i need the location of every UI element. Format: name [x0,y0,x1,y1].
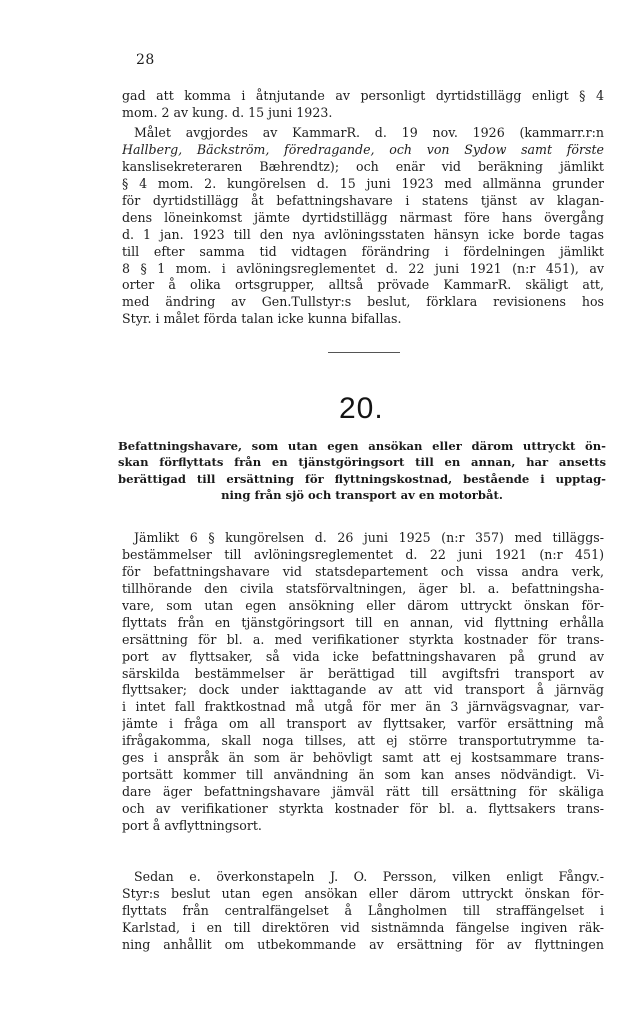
section-heading [118,438,606,504]
text-line: med ändring av Gen.Tullstyr:s beslut, förklara revisionens hos [122,294,604,310]
paragraph-3 [122,530,604,835]
heading-line: Befattningshavare, som utan egen ansökan eller därom uttryckt ön- [118,439,606,453]
page-number: 28 [136,52,155,68]
text-line: dare äger befattningshavare jämväl rätt till ersättning för skäliga [122,784,604,800]
text-line: gad att komma i åtnjutande av personligt dyrtidstillägg enligt § 4 [122,88,604,103]
text-line: mom. 2 av kung. d. 15 juni 1923. [122,104,333,120]
text-line: Målet avgjordes av KammarR. d. 19 nov. 1926 (kammarr.r:n [134,125,604,140]
section-number: 20. [339,392,384,425]
text-line: ges i anspråk än som är behövligt samt att ej kostsammare trans- [122,750,604,766]
paragraph-4 [122,869,604,954]
text-line: ning anhållit om utbekommande av ersättning för av flyttningen [122,936,604,952]
text-line: för dyrtidstillägg åt befattningshavare i statens tjänst av klagan- [122,192,604,208]
text-line: kanslisekreteraren Bæhrendtz); och enär vid beräkning jämlikt [122,158,604,174]
text-line: ersättning för bl. a. med verifikationer styrkta kostnader för trans- [122,631,604,647]
text-line: tillhörande den civila statsförvaltningen, äger bl. a. befattningsha- [122,580,604,596]
text-line: d. 1 jan. 1923 till den nya avlöningsstaten hänsyn icke borde tagas [122,226,604,242]
text-line: och av verifikationer styrkta kostnader för bl. a. flyttsakers trans- [122,801,604,816]
text-line: vare, som utan egen ansökning eller därom uttryckt önskan för- [122,597,604,613]
text-line: Styr:s beslut utan egen ansökan eller därom uttryckt önskan för- [122,885,604,901]
text-line: § 4 mom. 2. kungörelsen d. 15 juni 1923 med allmänna grunder [122,175,604,191]
text-line: Jämlikt 6 § kungörelsen d. 26 juni 1925 (n:r 357) med tilläggs- [134,530,604,545]
text-line: Styr. i målet förda talan icke kunna bifallas. [122,311,402,327]
heading-line: skan förflyttats från en tjänstgöringsort till en annan, har ansetts [118,455,606,470]
text-line: för befattningshavare vid statsdepartement och vissa andra verk, [122,563,604,579]
text-line: port å avflyttningsort. [122,817,262,833]
paragraph-1 [122,88,604,122]
text-line: Sedan e. överkonstapeln J. O. Persson, vilken enligt Fångv.- [134,869,604,884]
text-line: särskilda bestämmelser är berättigad till avgiftsfri transport av [122,665,604,681]
text-line: orter å olika ortsgrupper, alltså prövade KammarR. skäligt att, [122,277,604,293]
text-line: Hallberg, Bäckström, föredragande, och von Sydow samt förste [122,141,604,157]
text-line: port av flyttsaker, så vida icke befattningshavaren på grund av [122,648,604,664]
paragraph-2 [122,125,604,328]
heading-line: ning från sjö och transport av en motorbåt. [221,488,503,503]
text-line: dens löneinkomst jämte dyrtidstillägg närmast före hans övergång [122,209,604,225]
text-line: flyttsaker; dock under iakttagande av att vid transport å järnväg [122,682,604,698]
text-line: flyttats från centralfängelset å Långholmen till straffängelset i [122,902,604,918]
text-line: ifrågakomma, skall noga tillses, att ej större transportutrymme ta- [122,733,604,749]
text-line: i intet fall fraktkostnad må utgå för mer än 3 järnvägsvagnar, var- [122,699,604,715]
text-line: 8 § 1 mom. i avlöningsreglementet d. 22 juni 1921 (n:r 451), av [122,260,604,276]
text-line: Karlstad, i en till direktören vid sistnämnda fängelse ingiven räk- [122,919,604,935]
section-divider [328,352,400,353]
text-line: bestämmelser till avlöningsreglementet d. 22 juni 1921 (n:r 451) [122,546,604,562]
text-line: jämte i fråga om all transport av flyttsaker, varför ersättning må [122,716,604,732]
heading-line: berättigad till ersättning för flyttningskostnad, bestående i upptag- [118,471,606,486]
text-line: portsätt kommer till användning än som kan anses nödvändigt. Vi- [122,767,604,783]
text-line: flyttats från en tjänstgöringsort till en annan, vid flyttning erhålla [122,614,604,630]
text-line: till efter samma tid vidtagen förändring i fördelningen jämlikt [122,243,604,259]
